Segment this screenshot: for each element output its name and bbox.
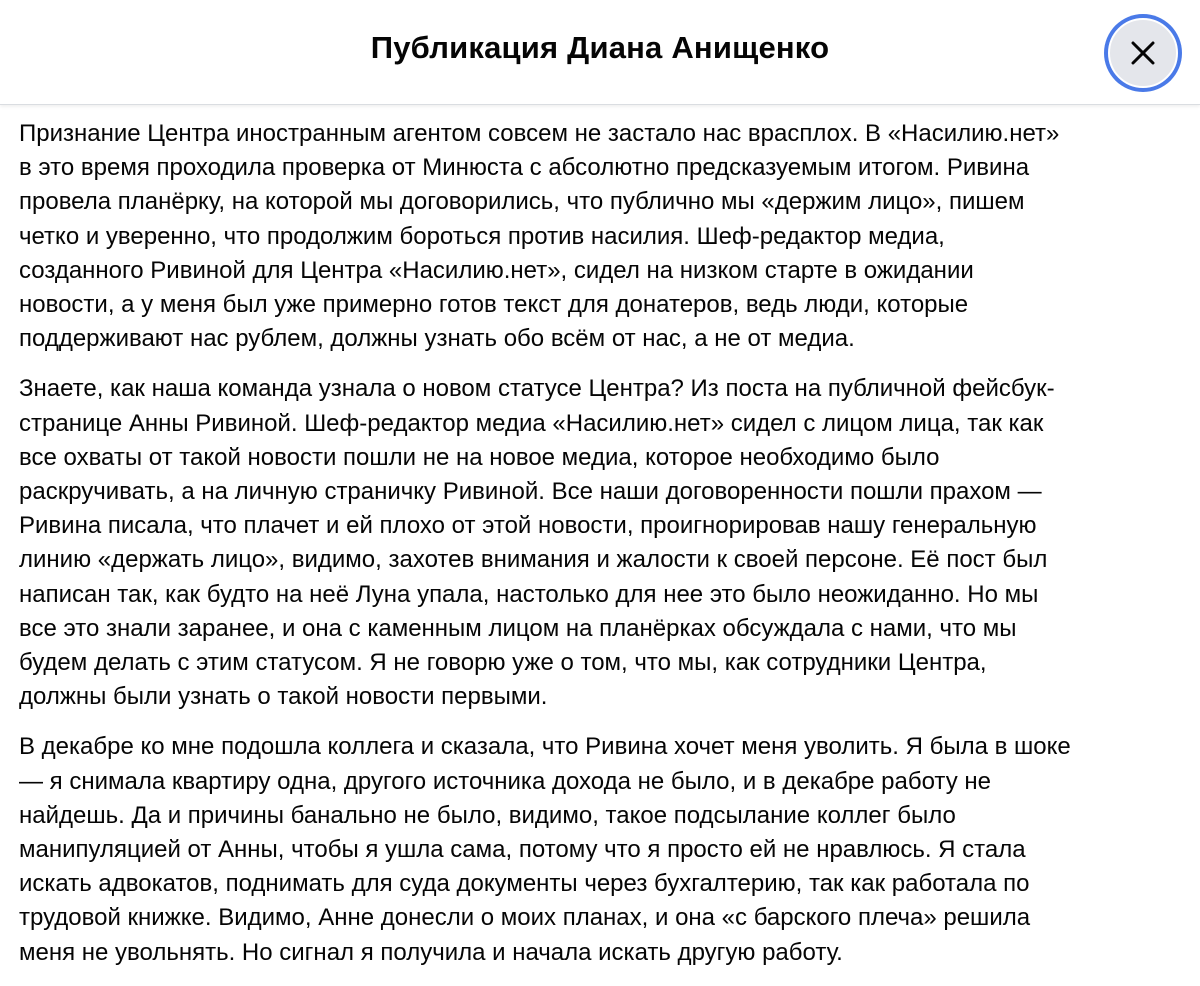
text-line: — я снимала квартиру одна, другого источника дохода не было, и в декабре работу не [19,767,991,795]
text-line: меня не увольнять. Но сигнал я получила и начала искать другую работу. [19,938,843,966]
text-line: будем делать с этим статусом. Я не говорю уже о том, что мы, как сотрудники Центра, [19,649,987,677]
post-paragraph [19,372,1184,714]
text-line: трудовой книжке. Видимо, Анне донесли о моих планах, и она «с барского плеча» решила [19,904,1031,932]
text-line: В декабре ко мне подошла коллега и сказала, что Ривина хочет меня уволить. Я была в шоке [19,733,1071,761]
text-line: созданного Ривиной для Центра «Насилию.нет», сидел на низком старте в ожидании [19,256,974,284]
text-line: все охваты от такой новости пошли не на новое медиа, которое необходимо было [19,443,940,471]
text-line: странице Анны Ривиной. Шеф-редактор медиа «Насилию.нет» сидел с лицом лица, так как [19,409,1044,437]
text-line: линию «держать лицо», видимо, захотев внимания и жалости к своей персоне. Её пост был [19,546,1048,574]
text-line: новости, а у меня был уже примерно готов текст для донатеров, ведь люди, которые [19,291,969,319]
text-line: искать адвокатов, поднимать для суда документы через бухгалтерию, так как работала по [19,870,1030,898]
text-line: написан так, как будто на неё Луна упала, настолько для нее это было неожиданно. Но мы [19,580,1039,608]
text-line: все это знали заранее, и она с каменным лицом на планёрках обсуждала с нами, что мы [19,614,1017,642]
text-line: найдешь. Да и причины банально не было, видимо, такое подсылание коллег было [19,801,956,829]
text-line: поддерживают нас рублем, должны узнать обо всём от нас, а не от медиа. [19,325,855,353]
text-line: Ривина писала, что плачет и ей плохо от этой новости, проигнорировав нашу генеральную [19,512,1037,540]
text-line: провела планёрку, на которой мы договорились, что публично мы «держим лицо», пишем [19,188,1025,216]
post-body [19,117,1184,986]
text-line: в это время проходила проверка от Минюста с абсолютно предсказуемым итогом. Ривина [19,154,1030,182]
post-paragraph [19,117,1184,356]
text-line: должны были узнать о такой новости первыми. [19,683,548,711]
close-button-face[interactable] [1108,18,1178,88]
dialog-header [0,0,1200,105]
text-line: четко и уверенно, что продолжим бороться против насилия. Шеф-редактор медиа, [19,222,945,250]
dialog-title: Публикация Диана Анищенко [370,30,830,65]
close-button[interactable] [1104,14,1182,92]
text-line: Знаете, как наша команда узнала о новом статусе Центра? Из поста на публичной фейсбук- [19,375,1055,403]
text-line: раскручивать, а на личную страничку Ривиной. Все наши договоренности пошли прахом — [19,478,1042,506]
close-icon [1130,40,1156,66]
post-paragraph [19,730,1184,969]
text-line: манипуляцией от Анны, чтобы я ушла сама, потому что я просто ей не нравлюсь. Я стала [19,836,1026,864]
text-line: Признание Центра иностранным агентом совсем не застало нас врасплох. В «Насилию.нет» [19,120,1060,147]
